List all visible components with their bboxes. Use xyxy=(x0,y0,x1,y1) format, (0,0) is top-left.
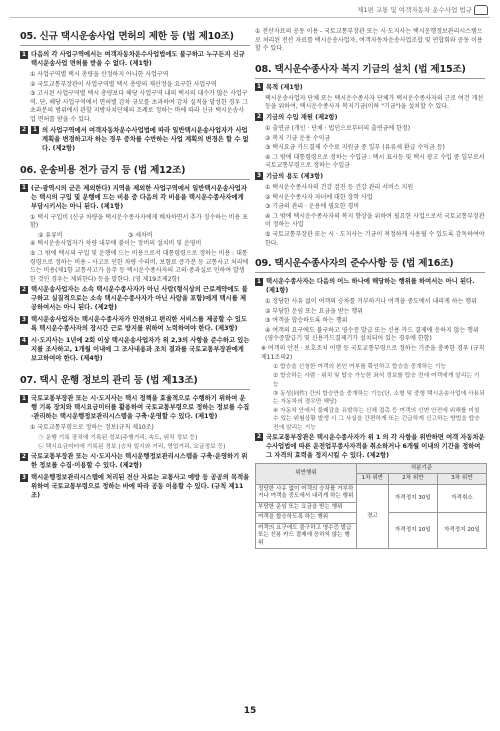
number-badge: 1 xyxy=(21,184,27,192)
s05-sub-1: ① 사업구역별 택시 총량을 산정하지 아니한 사업구역 xyxy=(30,71,169,78)
section-08-title: 08. 택시운수종사자 복지 기금의 설치 (법 제15조) xyxy=(255,61,485,79)
number-badge: 2 xyxy=(256,433,262,441)
s06-item-1: 1 (군·광역시의 군은 제외한다) 지역을 제외한 사업구역에서 일반택시운송사업자는 택시의 구입 및 운행에 드는 비용 중 다음의 각 비용을 택시운수종사자에게 부담시키서는 아니 된다. (제1항) xyxy=(21,184,247,210)
number-badge: 2 xyxy=(21,126,27,134)
s06-item-3: 3 택시운송사업자는 택시운수종사자가 안전하고 편리한 서비스를 제공할 수 있도록 택시운수종사자의 장시간 근로 방지를 위하여 노력하여야 한다. (제3항) xyxy=(21,315,248,333)
number-badge: 1 xyxy=(21,50,27,58)
number-badge: 2 xyxy=(256,113,262,121)
number-badge: 2 xyxy=(21,285,27,293)
s08-sub: ④ 그 밖에 대통령령으로 정하는 수입금 : 택시 표시등 및 택시 광고 수입 중 일부로서 국토교통부령으로 정하는 수입금 xyxy=(265,153,485,170)
table-header-col: 2차 위반 xyxy=(388,474,437,485)
s09-item-2: 2 국토교통부장관은 택시운수종사자가 위 1 의 각 사항을 위반하면 여객 자동차운수사업법에 따른 운전업무종사자격을 취소하거나 6개월 이내의 기간을 정하여 그 자격의 효력을 정지시킬 수 있다. (제2항) xyxy=(256,433,485,459)
left-column xyxy=(20,28,250,503)
s09-note-sub: ④ 자동차 안에서 불쾌감을 유발하는 신체 접촉 등 여객의 신변 안전에 위해를 미칠 수 있는 위험상황 발생 시 그 사실을 간편하게 또는 긴급하게 신고하는 방법을 탑승 전에 알리는 기능 xyxy=(273,408,480,431)
table-cell: 여객을 합승하도록 하는 행위 xyxy=(256,513,357,524)
page-number: 15 xyxy=(243,706,257,716)
table-cell: 여객의 요구에도 불구하고 영수증 발급 또는 신용 카드 결제에 응하지 않는 행위 xyxy=(256,523,357,549)
s08-item-1-body: 택시운송사업자 단체 또는 택시운수종사자 단체가 택시운수종사자의 근로 여건 개선 등을 위하여, 택시운수종사자 복지기금(이하 "기금")을 설치할 수 있다. xyxy=(265,94,484,111)
page-header xyxy=(0,0,500,20)
table-cell: 자격정지 20일 xyxy=(437,513,486,549)
table-cell: 자격정지 10일 xyxy=(388,513,437,549)
header-rule xyxy=(10,17,490,18)
s08-sub: ③ 기금의 관리 · 운용에 필요한 경비 xyxy=(265,203,360,211)
s08-sub: ① 출연금 (개인 · 단체 · 법인으로부터의 출연금에 한정) xyxy=(265,124,411,132)
number-badge: 1 xyxy=(21,394,27,402)
s08-sub: ② 복지 기금 운용 수익금 xyxy=(265,134,331,142)
continued-text: ① 전산자료의 공동 이용 - 국토교통부장관 또는 시·도지사는 택시운행정보관리시스템으로 처리된 전산 자료를 택시운송사업자, 여객자동차운송사업조합 및 연합회와 공동 이용할 수 있다. xyxy=(255,28,483,53)
table-cell: 정당한 사유 없이 여객의 승차를 거부하거나 여객을 중도에서 내리게 하는 행위 xyxy=(256,484,357,502)
s06-sub-5: ⑤ 그 밖에 택시의 구입 및 운행에 드는 비용으로서 대통령령으로 정하는 비용 : 대통령령으로 정하는 비용 - 사고로 인한 차량 수리비, 보험료 증가분 등 교통사고 처리에 드는 비용(제1항 교통사고가 음주 등 택시운수종사자의 고의·중과실로 인하여 발생한 것인 경우는 제외한다) 등을 말한다. (영 제19조제2항) xyxy=(30,249,249,283)
s06-item-4: 4 시·도지사는 1년에 2회 이상 택시운송사업자가 위 2,3의 사항을 준수하고 있는지를 조사하고, 1개월 이내에 그 조사내용과 조치 결과를 국토교통부장관에게 보고하여야 한다. (제4항) xyxy=(21,336,250,363)
right-column xyxy=(255,28,485,549)
s07-item-2: 2 국토교통부장관 또는 시·도지사는 택시운행정보관리시스템을 구축·운영하기 위한 정보를 수집·이용할 수 있다. (제2항) xyxy=(21,452,248,470)
s09-sub: ② 부당한 운임 또는 요금을 받는 행위 xyxy=(265,307,363,315)
number-badge: 3 xyxy=(256,172,262,180)
s05-sub-2: ② 국토교통부장관이 사업구역별 택시 총량의 재산정을 요구한 사업구역 xyxy=(30,80,217,88)
s09-sub: ① 정당한 사유 없이 여객의 승차를 거부하거나 여객을 중도에서 내리게 하는 행위 xyxy=(265,298,477,306)
s09-sub: ④ 여객의 요구에도 불구하고 영수증 발급 또는 신용 카드 결제에 응하지 않는 행위 (영수증발급기 및 신용카드결제기가 설치되어 있는 경우에 한함) xyxy=(265,326,479,343)
s09-sub: ③ 여객을 합승하도록 하는 행위 xyxy=(265,317,348,325)
section-09-title: 09. 택시운수종사자의 준수사항 등 (법 제16조) xyxy=(255,255,485,273)
s08-sub: ④ 그 밖에 택시운수종사자의 복지 향상을 위하여 필요한 사업으로서 국토교통부장관이 정하는 사업 xyxy=(265,212,485,229)
number-badge: 2 xyxy=(21,452,27,460)
s07-sub-1a: ㉠ 운행 기록 장치에 기록된 정보(주행거리, 속도, 위치 정보 등) xyxy=(38,434,198,441)
s08-item-2: 2 기금의 수입 재원 (제2항) xyxy=(256,113,338,121)
table-header-col: 1차 위반 xyxy=(357,474,389,485)
section-06-title: 06. 운송비용 전가 금지 등 (법 제12조) xyxy=(20,162,250,180)
s08-item-1: 1 목적 (제1항) xyxy=(256,83,303,91)
s06-sub-4: ④ 택시운송사업자가 차량 내부에 붙이는 장비의 설치비 및 운영비 xyxy=(30,240,202,248)
s06-item-2: 2 택시운송사업자는 소속 택시운수종사자가 아닌 사람(형식상의 근로계약에도 불구하고 실질적으로는 소속 택시운수종사자가 아닌 사람을 포함)에게 택시를 제공하여서는 아니 된다. (제2항) xyxy=(21,285,248,312)
s08-item-3: 3 기금의 용도 (제3항) xyxy=(256,172,324,180)
penalty-table xyxy=(255,463,487,550)
number-badge: 1 xyxy=(256,277,262,285)
table-row xyxy=(256,484,487,502)
running-head: 제1편 교통 및 여객자동차 운수사업 법규 xyxy=(357,6,472,14)
s08-sub: ⑤ 국토교통부장관 또는 시 · 도지사는 기금이 적정하게 사용될 수 있도록 감독하여야 한다. xyxy=(265,230,485,247)
table-header-col: 3차 위반 xyxy=(437,474,486,485)
s09-note-sub: ② 합승하는 사람 · 위치 및 탑승 가능한 좌석 정보를 탑승 전에 여객에게 알리는 기능 xyxy=(273,373,480,388)
s07-sub-1: ① 국토교통부령으로 정하는 정보(규칙 제10조) xyxy=(30,424,154,432)
section-07-title: 07. 택시 운행 정보의 관리 등 (법 제13조) xyxy=(20,372,250,390)
s05-item-1: 1 다음의 각 사업구역에서는 여객자동차운수사업법에도 불구하고 누구든지 신규 택시운송사업 면허를 받을 수 없다. (제1항) xyxy=(21,50,245,67)
s07-item-3: 3 택시운행정보관리시스템에 처리된 전산 자료는 교통사고 예방 등 공공의 목적을 위하여 국토교통부령으로 정하는 바에 따라 공동 이용할 수 있다. (규칙 제11조) xyxy=(21,473,250,500)
s08-sub: ② 택시운수종사자 자녀에 대한 장학 사업 xyxy=(265,193,373,201)
s05-item-2: 2 1 의 사업구역에서 여객자동차운수사업법에 따라 일반택시운송사업자가 사업 계획을 변경하고자 하는 경우 증차를 수반하는 사업 계획의 변경은 할 수 없다. (제2항) xyxy=(21,126,249,152)
number-badge: 3 xyxy=(21,315,27,323)
s08-sub: ③ 택시요금 카드결제 수수료 지원금 중 일부 (유류세 환급 수익금 등) xyxy=(265,144,445,152)
number-badge: 4 xyxy=(21,336,27,344)
table-header-violation: 위반행위 xyxy=(256,463,357,484)
s08-sub: ① 택시운수종사자의 건강 검진 등 건강 관리 서비스 지원 xyxy=(265,183,414,191)
s09-note-sub: ③ 동성(同性) 간의 합승만을 중개하는 기능(단, 소형 및 중형 택시운송사업에 사용되는 자동차의 경우만 해당) xyxy=(273,390,485,406)
number-badge: 3 xyxy=(21,473,27,481)
section-05-title: 05. 신규 택시운송사업 면허의 제한 등 (법 제10조) xyxy=(20,28,250,46)
s05-sub-3: ③ 고시된 사업구역별 택시 총량보다 해당 사업구역 내의 택시의 대수가 많은 사업구역. 단, 해당 사업구역에서 면허별 감차 규모를 초과하여 감차 실적을 달성한 경우 그 초과분의 범위에서 관할 지방자치단체의 조례로 정하는 바에 따라 신규 택시운송사업 면허를 받을 수 있다. xyxy=(30,90,248,123)
table-cell: 자격취소 xyxy=(437,484,486,513)
table-header-penalty: 처분기준 xyxy=(357,463,487,474)
s07-sub-1b: ㉡ 택시요금미터에 기록된 정보 (승차 일시와 거리, 영업거리, 요금정보 등) xyxy=(38,444,226,451)
s06-sub-grid: ② 유류비 ③ 세차비 xyxy=(38,231,153,239)
table-cell: 자격정지 30일 xyxy=(388,484,437,513)
ref-badge: 1 xyxy=(32,126,38,134)
s09-item-1: 1 택시운수종사자는 다음의 어느 하나에 해당하는 행위를 하여서는 아니 된다. (제1항) xyxy=(256,277,475,295)
s09-note: ※ 여객의 안전 · 보호조치 이행 등 국토교통부령으로 정하는 기준을 충족한 경우 (규칙 제11조의2) xyxy=(261,345,485,361)
s07-item-1: 1 국토교통부장관 또는 시·도지사는 택시 정책을 효율적으로 수행하기 위하여 운행 기록 장치와 택시요금미터를 활용하여 국토교통부령으로 정하는 정보를 수집·관리하는 택시운행정보관리시스템을 구축·운영할 수 있다. (제1항) xyxy=(21,394,250,421)
car-icon xyxy=(474,5,488,15)
number-badge: 1 xyxy=(256,83,262,91)
s06-sub-1: ① 택시 구입비 (신규 차량을 택시운수종사자에게 배차하면서 추가 징수하는 비용 포함) xyxy=(30,213,249,230)
table-cell: 경고 xyxy=(357,484,389,549)
s09-note-sub: ① 합승을 신청한 여객의 본인 여부를 확인하고 합승을 중개하는 기능 xyxy=(273,364,446,371)
table-cell: 부당한 운임 또는 요금을 받는 행위 xyxy=(256,502,357,513)
